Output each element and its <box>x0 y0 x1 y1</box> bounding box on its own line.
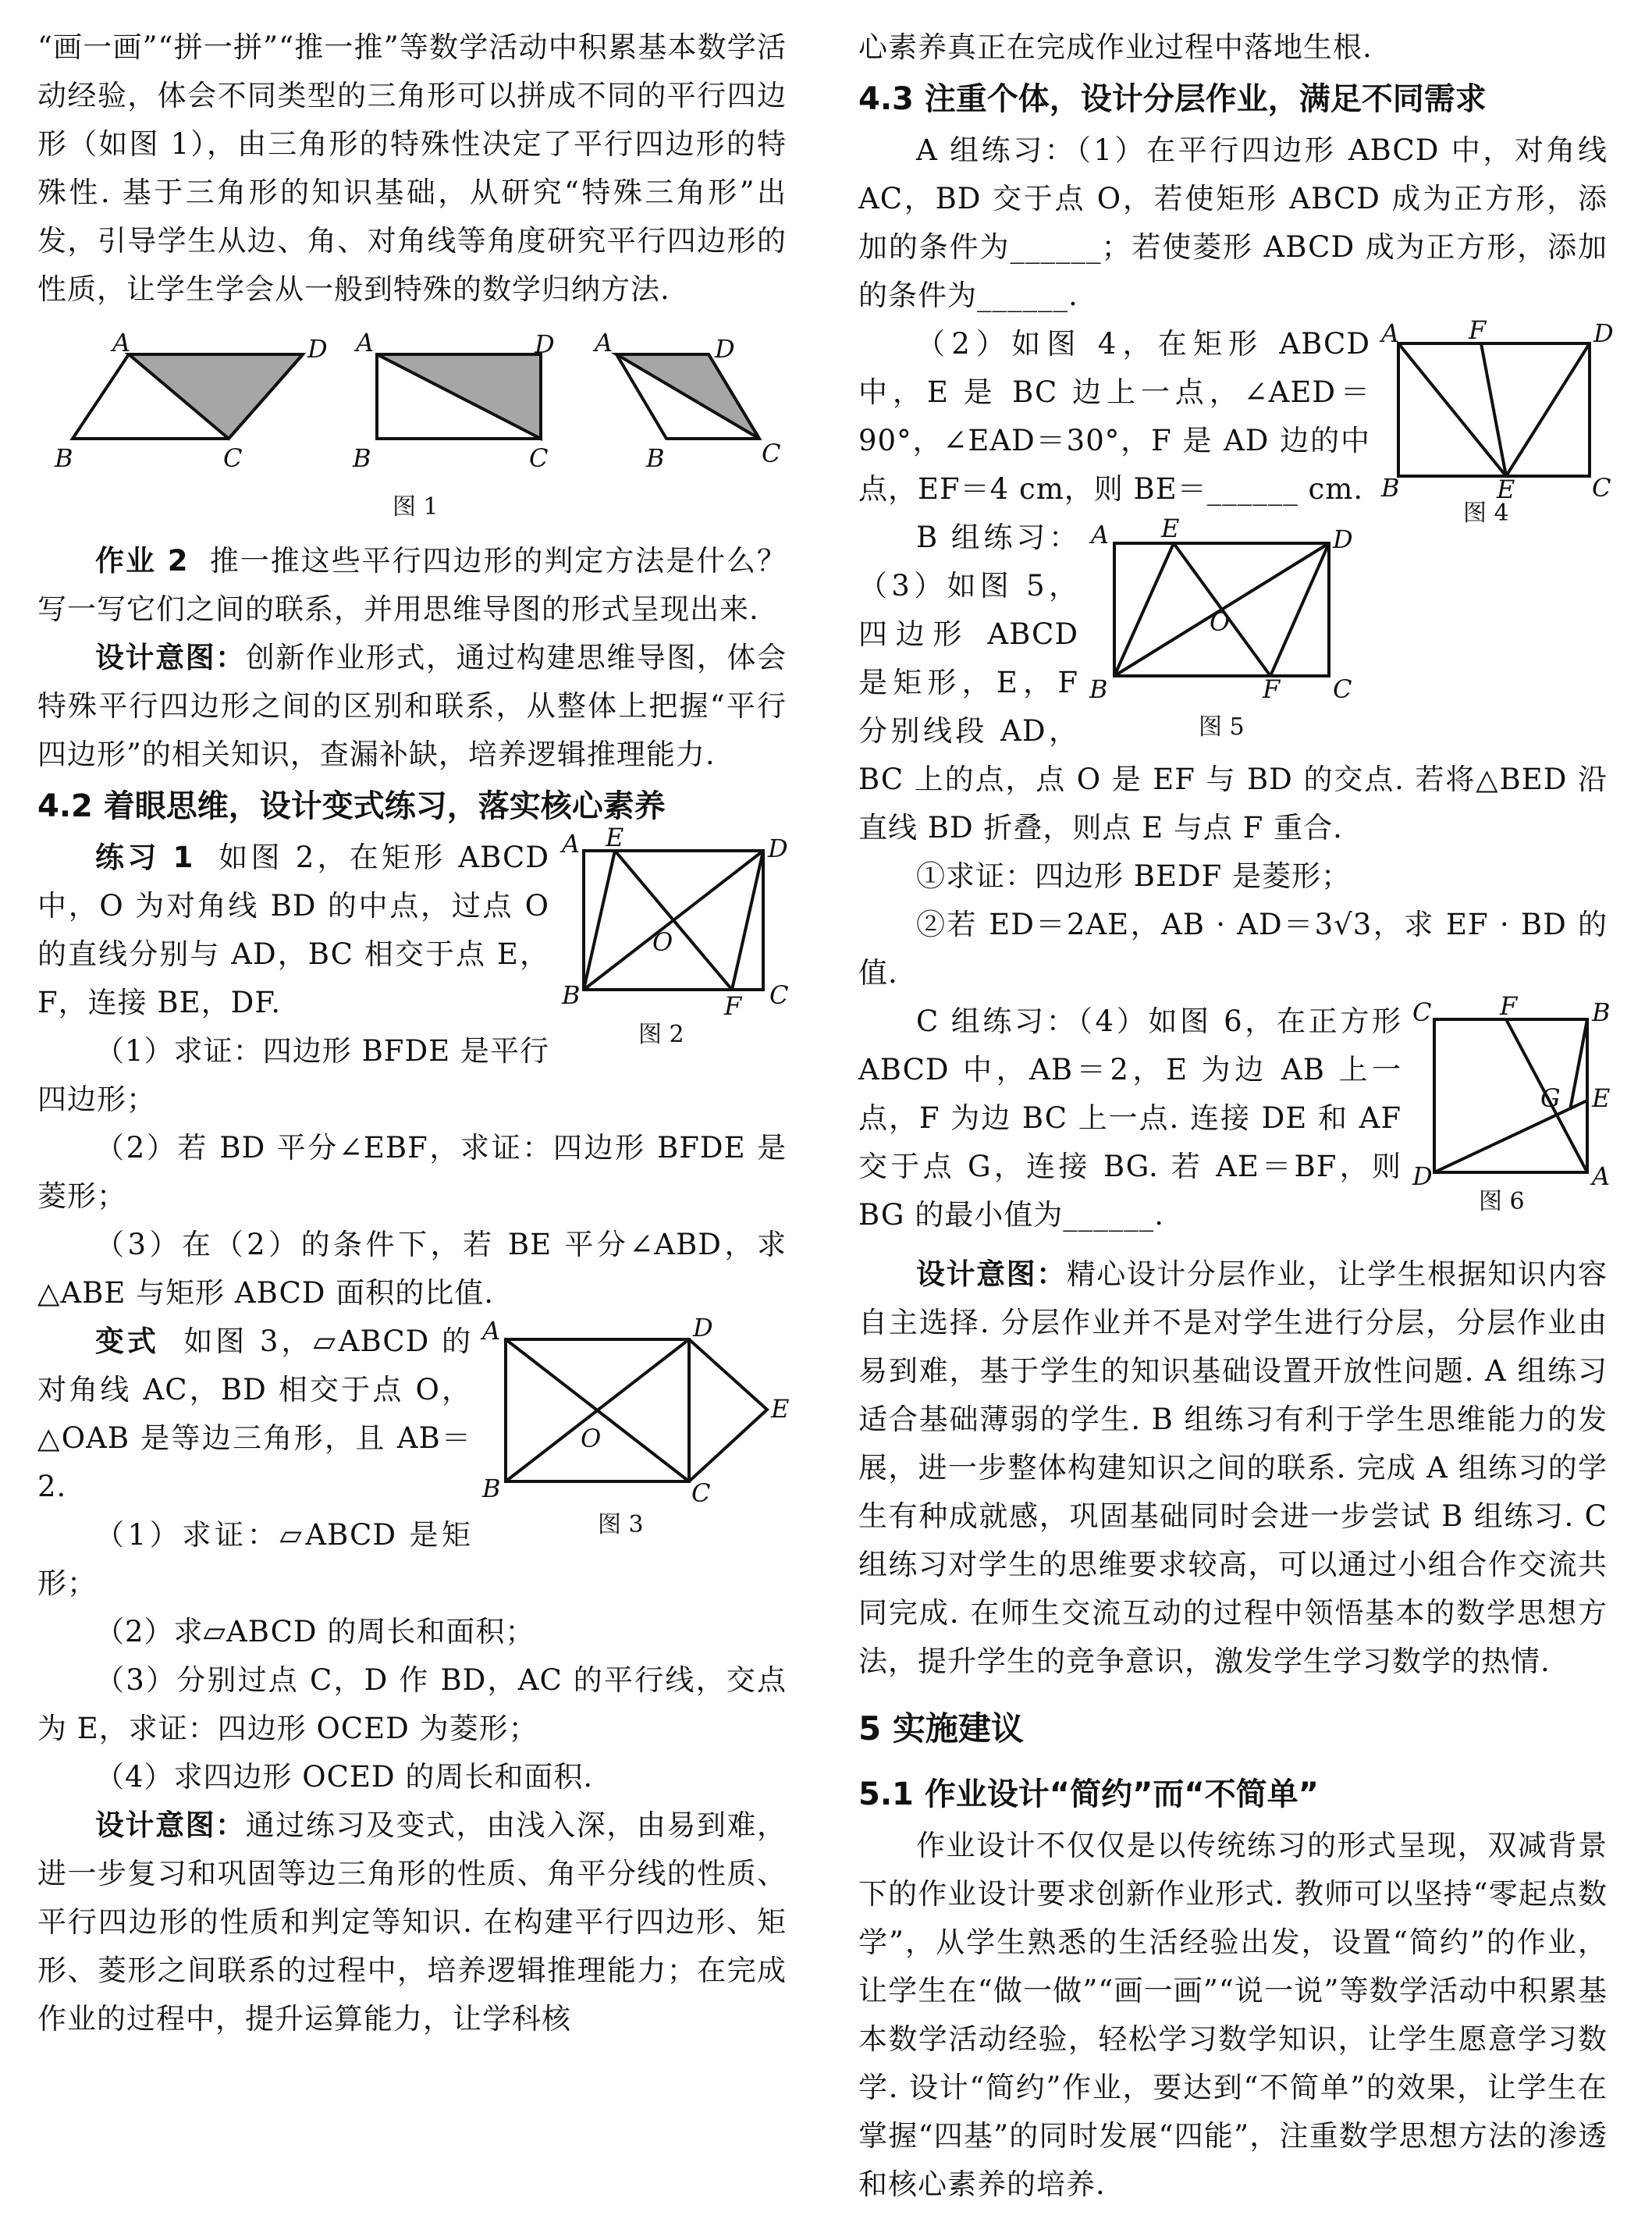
figure-2 <box>560 823 789 1048</box>
homework-2-text: 推一推这些平行四边形的判定方法是什么？写一写它们之间的联系，并用思维导图的形式呈现出来. <box>37 544 787 626</box>
svg-text:D: D <box>1593 318 1614 348</box>
svg-text:O: O <box>652 927 673 957</box>
variant-q4: （4）求四边形 OCED 的周长和面积. <box>95 1760 594 1794</box>
figure-5-caption: 图 5 <box>1199 713 1245 741</box>
exercise-1-q1: （1）求证：四边形 BFDE 是平行四边形； <box>37 1034 549 1116</box>
figure-6-diagram <box>1412 991 1611 1191</box>
svg-text:E: E <box>771 1394 790 1424</box>
group-a-q2-block <box>858 315 1614 527</box>
design-intent-2-title: 设计意图： <box>95 1808 246 1842</box>
svg-text:E: E <box>606 823 624 852</box>
variant-q1: （1）求证：▱ABCD 是矩形； <box>37 1518 471 1600</box>
group-a-q1: A 组练习：（1）在平行四边形 ABCD 中，对角线 AC，BD 交于点 O，若使矩形 ABCD 成为正方形，添加的条件为______；若使菱形 ABCD 成为正方形，添加的条件为______. <box>858 133 1608 312</box>
variant-block <box>37 1313 790 1801</box>
design-intent-2-text: 通过练习及变式，由浅入深，由易到难，进一步复习和巩固等边三角形的性质、角平分线的性质、平行四边形的性质和判定等知识. 在构建平行四边形、矩形、菱形之间联系的过程中，培养逻辑推理能力；在完成作业的过程中，提升运算能力，让学科核 <box>37 1808 787 2036</box>
variant-q2: （2）求▱ABCD 的周长和面积； <box>95 1615 535 1648</box>
design-intent-2 <box>37 1801 787 2043</box>
svg-text:B: B <box>1592 997 1611 1027</box>
svg-text:E: E <box>1497 475 1515 504</box>
section-4-2-heading: 4.2 着眼思维，设计变式练习，落实核心素养 <box>37 788 666 824</box>
design-intent-1-title: 设计意图： <box>95 641 246 674</box>
svg-text:A: A <box>356 328 375 357</box>
exercise-1-block <box>37 823 789 1318</box>
section-5-1-heading: 5.1 作业设计“简约”而“不简单” <box>858 1776 1319 1812</box>
svg-text:A: A <box>1091 520 1110 549</box>
svg-text:A: A <box>112 328 131 357</box>
svg-text:A: A <box>1592 1161 1611 1191</box>
design-intent-3 <box>858 1250 1608 1686</box>
fig1-shaded-triangle-2 <box>377 354 541 439</box>
figure-3-caption: 图 3 <box>598 1511 644 1538</box>
svg-text:C: C <box>223 443 243 473</box>
svg-text:E: E <box>1592 1083 1611 1113</box>
variant-title: 变式 <box>95 1325 159 1358</box>
group-c-block <box>858 991 1611 1239</box>
right-column <box>858 0 1614 2209</box>
figure-6-caption: 图 6 <box>1479 1188 1525 1215</box>
svg-text:D: D <box>307 334 328 364</box>
group-b-q3-part2: ②若 ED＝2AE，AB · AD＝3√3，求 EF · BD 的值. <box>858 908 1608 990</box>
svg-text:O: O <box>1210 607 1231 637</box>
svg-text:B: B <box>55 443 73 473</box>
design-intent-1 <box>37 634 787 779</box>
svg-text:C: C <box>529 443 549 473</box>
intro-paragraph: “画一画”“拼一拼”“推一推”等数学活动中积累基本数学活动经验，体会不同类型的三角形可以拼成不同的平行四边形（如图 1），由三角形的特殊性决定了平行四边形的特殊性. 基于三角形的知识基础，从研究“特殊三角形”出发，引导学生从边、角、对角线等角度研究平行四边形的性质，让学生学会从一般到特殊的数学归纳方法. <box>37 30 787 306</box>
svg-text:C: C <box>769 980 789 1010</box>
group-b-q3: B 组练习：（3）如图 5，四边形 ABCD 是矩形，E，F 分别线段 AD，BC 上的点，点 O 是 EF 与 BD 的交点. 若将△BED 沿直线 BD 折叠，则点 E 与点 F 重合. <box>858 521 1608 845</box>
svg-text:C: C <box>691 1478 711 1508</box>
figure-4-caption: 图 4 <box>1463 500 1509 527</box>
svg-text:D: D <box>535 329 555 359</box>
svg-text:A: A <box>1381 318 1400 348</box>
group-a-q2: （2）如图 4，在矩形 ABCD 中，E 是 BC 边上一点，∠AED＝90°，∠EAD＝30°，F 是 AD 边的中点，EF＝4 cm，则 BE＝______ cm. <box>858 327 1370 506</box>
figure-3 <box>482 1313 790 1544</box>
svg-text:B: B <box>562 980 581 1010</box>
figure-2-caption: 图 2 <box>638 1021 684 1048</box>
svg-text:D: D <box>1333 525 1353 554</box>
svg-text:G: G <box>1540 1083 1561 1113</box>
group-b-q3-part1: ①求证：四边形 BEDF 是菱形； <box>916 859 1352 893</box>
exercise-1-q2: （2）若 BD 平分∠EBF，求证：四边形 BFDE 是菱形； <box>37 1131 787 1213</box>
svg-text:F: F <box>1263 674 1281 704</box>
design-intent-3-title: 设计意图： <box>916 1257 1067 1291</box>
fig1-shaded-triangle-3 <box>616 354 759 439</box>
figure-3-diagram <box>482 1313 790 1508</box>
section-5-1-paragraph: 作业设计不仅仅是以传统练习的形式呈现，双减背景下的作业设计要求创新作业形式. 教师可以坚持“零起点数学”，从学生熟悉的生活经验出发，设置“简约”的作业，让学生在“做一做”“画一画”“说一说”等数学活动中积累基本数学活动经验，轻松学习数学知识，让学生愿意学习数学. 设计“简约”作业，要达到“不简单”的效果，让学生在掌握“四基”的同时发展“四能”，注重数学思想方法的渗透和核心素养的培养. <box>858 1829 1608 2201</box>
figure-1 <box>37 314 787 532</box>
variant-text: 如图 3，▱ABCD 的对角线 AC，BD 相交于点 O，△OAB 是等边三角形，且 AB＝2. <box>37 1325 472 1503</box>
svg-text:D: D <box>768 834 788 863</box>
svg-text:F: F <box>724 991 742 1021</box>
figure-4-diagram <box>1381 315 1614 504</box>
svg-text:D: D <box>1412 1161 1433 1191</box>
fig1-shaded-triangle-1 <box>129 354 303 439</box>
section-4-3-heading: 4.3 注重个体，设计分层作业，满足不同需求 <box>858 81 1487 117</box>
svg-text:C: C <box>1412 997 1432 1027</box>
figure-6 <box>1412 991 1611 1224</box>
svg-text:B: B <box>482 1474 501 1503</box>
svg-text:A: A <box>595 328 613 357</box>
homework-2 <box>37 537 787 634</box>
variant-q3: （3）分别过点 C，D 作 BD，AC 的平行线，交点为 E，求证：四边形 OCED 为菱形； <box>37 1663 787 1745</box>
figure-4 <box>1381 315 1614 527</box>
section-5-heading: 5 实施建议 <box>858 1709 1024 1748</box>
figure-1-diagram <box>37 314 787 485</box>
design-intent-3-text: 精心设计分层作业，让学生根据知识内容自主选择. 分层作业并不是对学生进行分层，分层作业由易到难，基于学生的知识基础设置开放性问题. A 组练习适合基础薄弱的学生. B 组练习有利于学生思维能力的发展，进一步整体构建知识之间的联系. 完成 A 组练习的学生有种成就感，巩固基础同时会进一步尝试 B 组练习. C 组练习对学生的思维要求较高，可以通过小组合作交流共同完成. 在师生交流互动的过程中领悟基本的数学思想方法，提升学生的竞争意识，激发学生学习数学的热情. <box>858 1257 1608 1678</box>
svg-text:D: D <box>693 1313 713 1342</box>
figure-1-caption: 图 1 <box>393 493 439 521</box>
group-b-block <box>858 514 1608 997</box>
svg-text:C: C <box>1592 473 1611 503</box>
design-intent-1-text: 创新作业形式，通过构建思维导图，体会特殊平行四边形之间的区别和联系，从整体上把握“平行四边形”的相关知识，查漏补缺，培养逻辑推理能力. <box>37 641 787 771</box>
svg-text:B: B <box>353 443 371 473</box>
left-column <box>37 0 790 2043</box>
figure-5-diagram <box>1089 514 1370 709</box>
svg-text:C: C <box>762 439 781 468</box>
exercise-1-q3: （3）在（2）的条件下，若 BE 平分∠ABD，求△ABE 与矩形 ABCD 面积的比值. <box>37 1228 787 1310</box>
continued-line: 心素养真正在完成作业过程中落地生根. <box>858 30 1373 64</box>
svg-text:E: E <box>1161 514 1180 543</box>
svg-text:O: O <box>581 1424 602 1453</box>
homework-2-title: 作业 2 <box>95 544 189 578</box>
exercise-1-title: 练习 1 <box>95 841 194 874</box>
svg-text:B: B <box>646 443 665 473</box>
group-c-q4: C 组练习：（4）如图 6，在正方形 ABCD 中，AB＝2，E 为边 AB 上一点，F 为边 BC 上一点. 连接 DE 和 AF 交于点 G，连接 BG. 若 AE＝BF，则 BG 的最小值为______. <box>858 1005 1402 1232</box>
figure-2-diagram <box>560 823 789 1021</box>
svg-text:D: D <box>715 334 735 364</box>
svg-text:A: A <box>562 829 581 859</box>
svg-text:A: A <box>482 1316 501 1346</box>
figure-5 <box>1089 514 1370 748</box>
exercise-1-text: 如图 2，在矩形 ABCD 中，O 为对角线 BD 的中点，过点 O 的直线分别与 AD，BC 相交于点 E，F，连接 BE，DF. <box>37 841 549 1019</box>
svg-text:C: C <box>1333 674 1352 704</box>
svg-text:B: B <box>1381 473 1400 503</box>
svg-text:B: B <box>1089 674 1108 704</box>
svg-text:F: F <box>1469 315 1487 345</box>
svg-text:F: F <box>1500 991 1518 1021</box>
